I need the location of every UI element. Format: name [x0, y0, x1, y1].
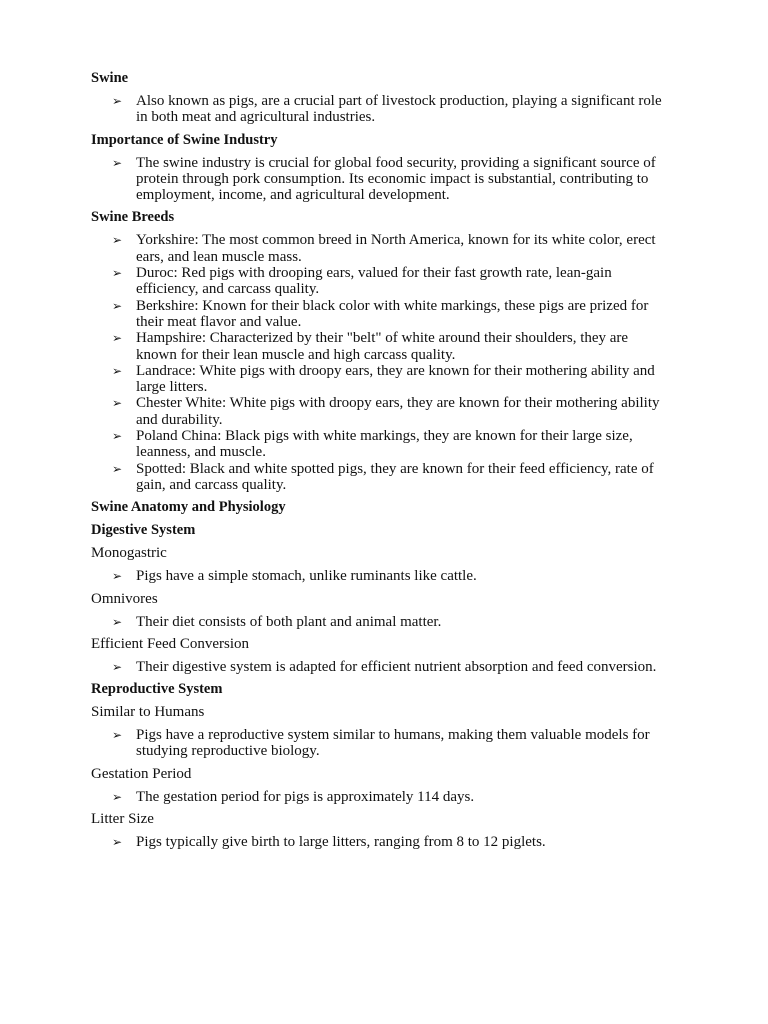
- arrow-bullet-icon: ➢: [112, 155, 123, 170]
- list-item-text: Hampshire: Characterized by their "belt" of white around their shoulders, they are known for their lean muscle and high carcass quality.: [136, 330, 629, 363]
- section-heading-reproductive: Reproductive System: [91, 681, 223, 698]
- list-item-text: Berkshire: Known for their black color with white markings, these pigs are prized for their meat flavor and value.: [136, 297, 649, 330]
- list-item-text: Pigs have a reproductive system similar to humans, making them valuable models for studying reproductive biology.: [136, 727, 650, 760]
- list-item-text: Pigs typically give birth to large litters, ranging from 8 to 12 piglets.: [136, 834, 546, 851]
- document-body: [91, 70, 768, 850]
- list-item-text: Spotted: Black and white spotted pigs, they are known for their feed efficiency, rate of gain, and carcass quality.: [136, 460, 654, 493]
- list-item-text: Duroc: Red pigs with drooping ears, valued for their fast growth rate, lean-gain efficiency, and carcass quality.: [136, 265, 612, 298]
- list-item: [91, 155, 668, 204]
- list-item-text: Yorkshire: The most common breed in North America, known for its white color, erect ears, and lean muscle mass.: [136, 232, 656, 265]
- list-item: [91, 363, 668, 396]
- bullet-list-monogastric: [91, 568, 768, 584]
- subheading-feed-conversion: Efficient Feed Conversion: [91, 635, 250, 652]
- bullet-list-breeds: [91, 232, 768, 493]
- section-heading-swine: Swine: [91, 70, 129, 86]
- list-item: [91, 93, 668, 126]
- bullet-list-litter-size: [91, 834, 768, 850]
- arrow-bullet-icon: ➢: [112, 659, 123, 674]
- section-heading-breeds: Swine Breeds: [91, 209, 175, 226]
- list-item: [91, 568, 668, 584]
- section-heading-anatomy: Swine Anatomy and Physiology: [91, 499, 286, 516]
- list-item-text: Landrace: White pigs with droopy ears, they are known for their mothering ability and large litters.: [136, 362, 655, 396]
- subheading-gestation: Gestation Period: [91, 765, 192, 782]
- subheading-litter-size: Litter Size: [91, 811, 154, 828]
- arrow-bullet-icon: ➢: [112, 94, 123, 108]
- list-item: [91, 428, 668, 461]
- list-item: [91, 614, 668, 630]
- list-item: [91, 727, 668, 760]
- arrow-bullet-icon: ➢: [112, 429, 123, 444]
- arrow-bullet-icon: ➢: [112, 233, 123, 248]
- list-item: [91, 461, 668, 494]
- list-item-text: Also known as pigs, are a crucial part of livestock production, playing a significant role in both meat and agricultural industries.: [136, 93, 662, 126]
- arrow-bullet-icon: ➢: [112, 728, 123, 743]
- list-item: [91, 789, 668, 805]
- arrow-bullet-icon: ➢: [112, 331, 123, 346]
- arrow-bullet-icon: ➢: [112, 298, 123, 313]
- list-item-text: Their diet consists of both plant and animal matter.: [136, 613, 442, 630]
- list-item: [91, 395, 668, 428]
- bullet-list-similar-humans: [91, 727, 768, 760]
- list-item-text: Pigs have a simple stomach, unlike ruminants like cattle.: [136, 568, 477, 585]
- list-item: [91, 834, 668, 850]
- bullet-list-importance: [91, 155, 768, 204]
- subheading-similar-humans: Similar to Humans: [91, 704, 205, 721]
- list-item: [91, 659, 668, 675]
- subheading-omnivores: Omnivores: [91, 590, 158, 607]
- bullet-list-feed-conversion: [91, 659, 768, 675]
- arrow-bullet-icon: ➢: [112, 614, 123, 629]
- list-item-text: Their digestive system is adapted for efficient nutrient absorption and feed conversion.: [136, 658, 657, 675]
- arrow-bullet-icon: ➢: [112, 363, 123, 378]
- subheading-monogastric: Monogastric: [91, 545, 167, 562]
- bullet-list-gestation: [91, 789, 768, 805]
- arrow-bullet-icon: ➢: [112, 461, 123, 476]
- arrow-bullet-icon: ➢: [112, 789, 123, 804]
- section-heading-importance: Importance of Swine Industry: [91, 131, 278, 148]
- arrow-bullet-icon: ➢: [112, 266, 123, 281]
- section-heading-digestive: Digestive System: [91, 522, 196, 539]
- list-item-text: Chester White: White pigs with droopy ears, they are known for their mothering ability and durability.: [136, 395, 660, 428]
- arrow-bullet-icon: ➢: [112, 835, 123, 850]
- list-item: [91, 298, 668, 331]
- list-item-text: The swine industry is crucial for global food security, providing a significant source of protein through pork consumption. Its economic impact is substantial, contributing to employment, income, and agricultural development.: [136, 154, 656, 204]
- arrow-bullet-icon: ➢: [112, 396, 123, 411]
- list-item: [91, 265, 668, 298]
- list-item: [91, 232, 668, 265]
- list-item-text: Poland China: Black pigs with white markings, they are known for their large size, leanness, and muscle.: [136, 428, 633, 461]
- bullet-list-omnivores: [91, 614, 768, 630]
- arrow-bullet-icon: ➢: [112, 569, 123, 584]
- bullet-list-swine: [91, 93, 768, 126]
- list-item: [91, 330, 668, 363]
- list-item-text: The gestation period for pigs is approximately 114 days.: [136, 788, 475, 805]
